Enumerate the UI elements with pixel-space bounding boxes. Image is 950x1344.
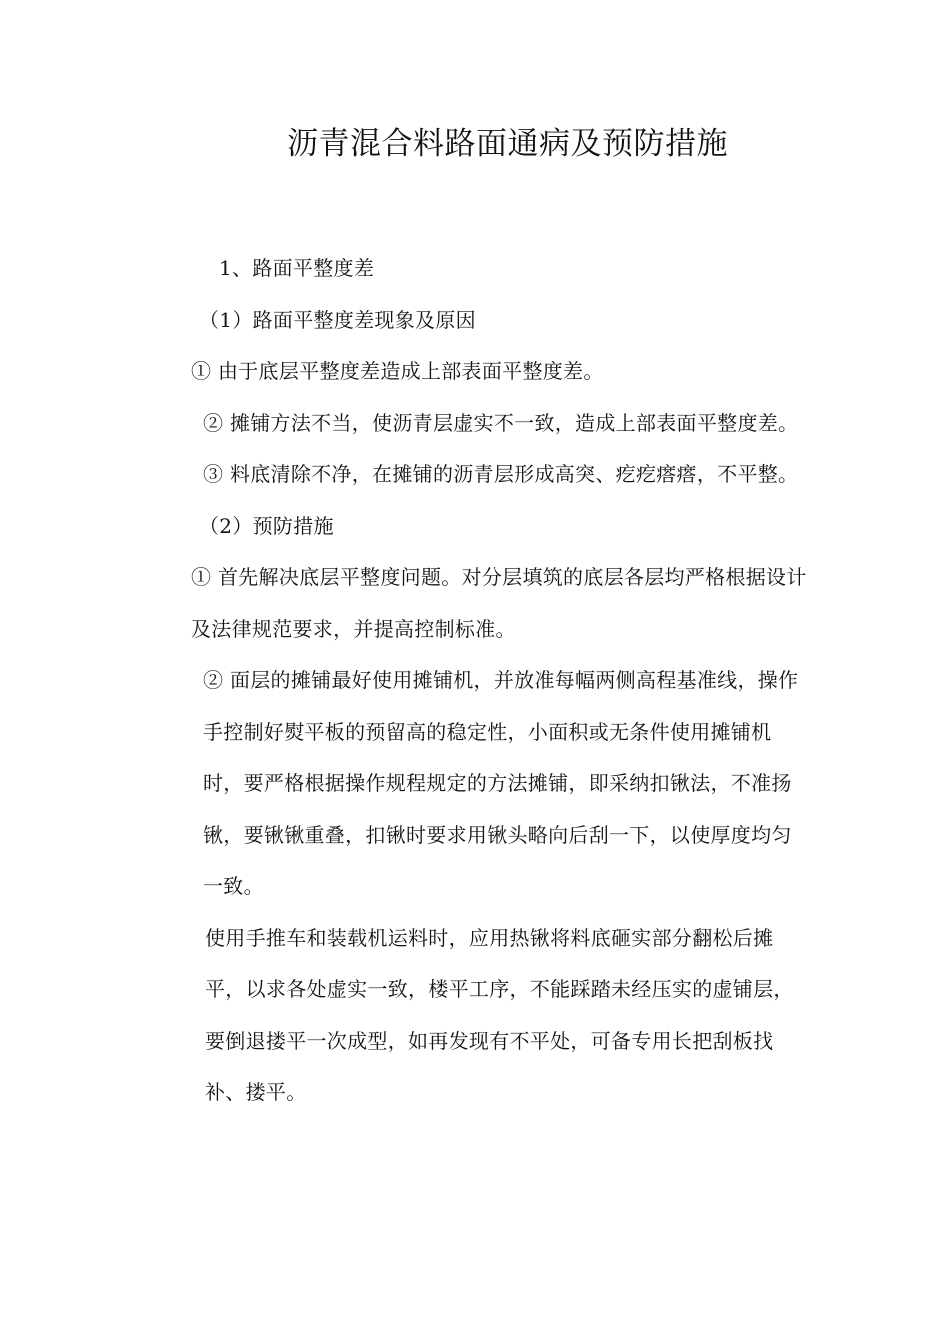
subheading-measures: （2）预防措施 xyxy=(199,513,334,538)
document-title: 沥青混合料路面通病及预防措施 xyxy=(287,126,728,162)
cause-paragraph-3: ③ 料底清除不净，在摊铺的沥青层形成高突、疙疙瘩瘩，不平整。 xyxy=(203,462,799,486)
document-body xyxy=(147,243,807,1119)
section-heading: 1、路面平整度差 xyxy=(219,256,375,280)
subheading-causes: （1）路面平整度差现象及原因 xyxy=(199,307,476,332)
measure-paragraph-1: ① 首先解决底层平整度问题。对分层填筑的底层各层均严格根据设计及法律规范要求，并提高控制标准。 xyxy=(191,565,807,641)
cause-paragraph-1: ① 由于底层平整度差造成上部表面平整度差。 xyxy=(191,359,604,383)
cause-paragraph-2: ② 摊铺方法不当，使沥青层虚实不一致，造成上部表面平整度差。 xyxy=(203,410,799,435)
measure-paragraph-2: ② 面层的摊铺最好使用摊铺机，并放准每幅两侧高程基准线，操作手控制好熨平板的预留高的稳定性，小面积或无条件使用摊铺机时，要严格根据操作规程规定的方法摊铺，即采纳扣锹法，不准扬锹，要锹锹重叠，扣锹时要求用锹头略向后刮一下，以使厚度均匀一致。 xyxy=(203,668,799,898)
measure-paragraph-3: 使用手推车和装载机运料时，应用热锹将料底砸实部分翻松后摊平，以求各处虚实一致，楼平工序，不能踩踏未经压实的虚铺层，要倒退搂平一次成型，如再发现有不平处，可备专用长把刮板找补、搂平。 xyxy=(205,925,794,1104)
